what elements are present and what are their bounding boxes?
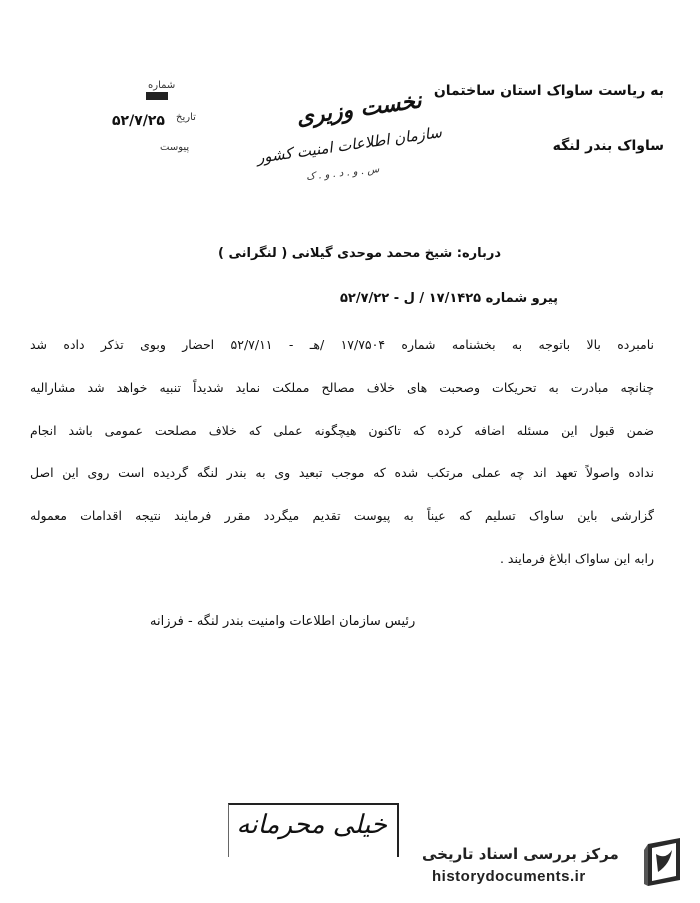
number-label: شماره	[148, 80, 176, 91]
classification-stamp-text: خیلی محرمانه	[236, 810, 387, 840]
body-line-5: گزارشی باین ساواک تسلیم که عیناً به پیوست تقدیم میگردد مقرر فرمایند نتیجه اقدامات معموله	[30, 508, 654, 523]
signature-line: رئیس سازمان اطلاعات وامنیت بندر لنگه - فرزانه	[150, 614, 416, 629]
watermark-url: historydocuments.ir	[432, 868, 586, 885]
addressee-to: به ریاست ساواک استان ساختمان	[433, 83, 664, 99]
body-line-1: نامبرده بالا باتوجه به بخشنامه شماره ۱۷/۷۵۰۴ /هـ - ۵۲/۷/۱۱ احضار وبوی تذکر داده شد	[30, 337, 654, 352]
body-line-2: چنانچه مبادرت به تحریکات وصحبت های خلاف مصالح مملکت نماید شدیداً تنبیه خواهد شد مشارالیه	[30, 380, 654, 395]
number-value-redacted	[146, 92, 168, 100]
letterhead-organization: سازمان اطلاعات امنیت کشور	[255, 123, 443, 167]
date-label: تاریخ	[176, 112, 196, 123]
date-value: ۵۲/۷/۲۵	[112, 113, 165, 129]
letterhead-title: نخست وزیری	[294, 87, 424, 131]
body-line-6: رابه این ساواک ابلاغ فرمایند .	[499, 551, 654, 566]
body-line-3: ضمن قبول این مسئله اضافه کرده که تاکنون هیچگونه عملی که خلاف مصلحت عمومی باشد انجام	[30, 423, 654, 438]
letterhead-small-text: س . و . د . و . ک	[305, 164, 380, 183]
enclosure-label: پیوست	[160, 142, 190, 153]
subject-line: درباره: شیخ محمد موحدی گیلانی ( لنگرانی )	[218, 246, 502, 261]
history-documents-logo-icon	[636, 834, 692, 890]
classification-stamp	[228, 803, 399, 857]
addressee-from: ساواک بندر لنگه	[552, 138, 664, 154]
watermark-title: مرکز بررسی اسناد تاریخی	[422, 845, 619, 863]
reference-line: پیرو شماره ۱۷/۱۴۲۵ / ل - ۵۲/۷/۲۲	[340, 291, 559, 306]
body-line-4: نداده واصولاً تعهد اند چه عملی مرتکب شده که موجب تبعید وی به بندر لنگه گردیده است روی این اصل	[30, 465, 654, 480]
